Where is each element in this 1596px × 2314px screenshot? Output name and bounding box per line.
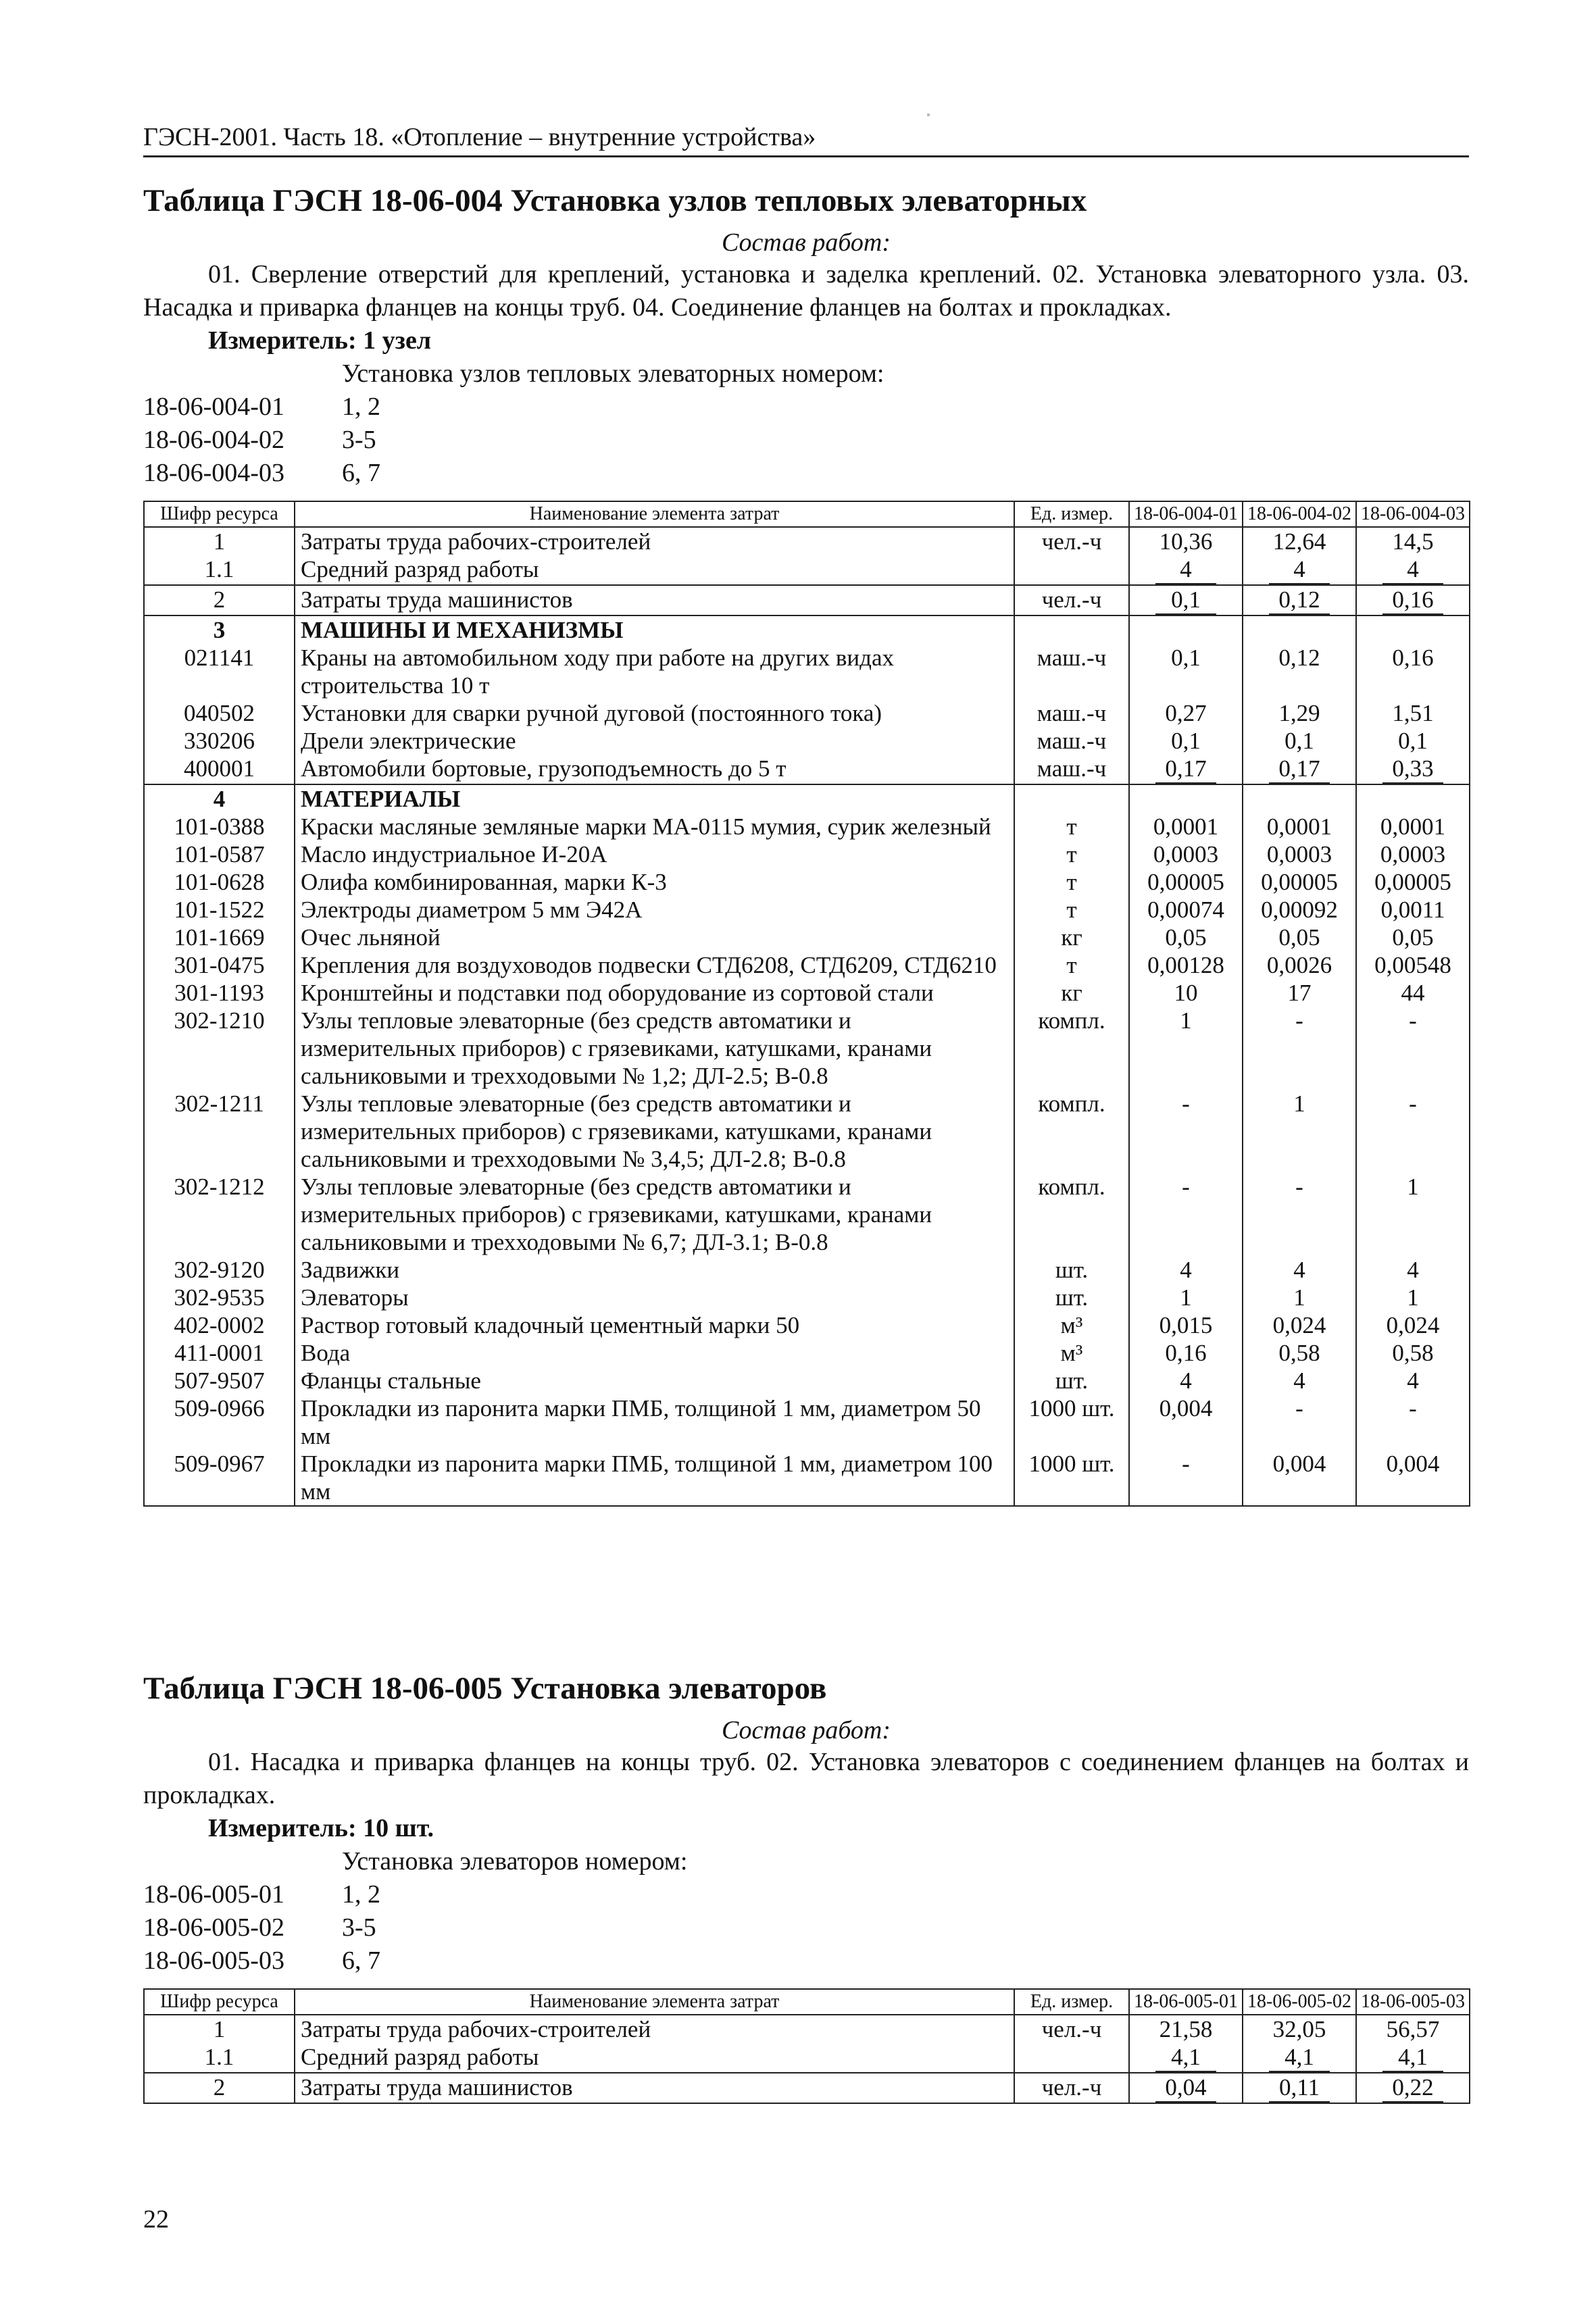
value-v3 — [1356, 2043, 1470, 2073]
resource-unit: т — [1014, 840, 1129, 868]
table1-title: Таблица ГЭСН 18-06-004 Установка узлов тепловых элеваторных — [143, 183, 1087, 218]
value-v3: 0,58 — [1356, 1339, 1470, 1367]
resource-unit: маш.-ч — [1014, 699, 1129, 727]
variant-value: 6, 7 — [342, 459, 380, 487]
resource-unit: т — [1014, 868, 1129, 896]
resource-code: 2 — [144, 2073, 295, 2103]
value-v2: 1,29 — [1243, 699, 1356, 727]
underlined-value: 4 — [1382, 555, 1443, 584]
value-v2: 0,12 — [1243, 644, 1356, 699]
variant-code: 18-06-005-02 — [143, 1913, 284, 1942]
variant-row — [143, 391, 1469, 424]
value-v3: 0,004 — [1356, 1450, 1470, 1506]
table-row — [144, 1367, 1470, 1394]
table-row — [144, 699, 1470, 727]
resource-code: 302-1210 — [144, 1007, 295, 1090]
resource-code: 301-0475 — [144, 951, 295, 979]
underlined-value: 0,33 — [1382, 755, 1443, 784]
scan-speck — [927, 114, 930, 116]
value-v1 — [1129, 615, 1243, 644]
col-header-v3: 18-06-005-03 — [1356, 1989, 1470, 2015]
resource-unit: кг — [1014, 979, 1129, 1007]
table2-measure — [143, 1812, 1469, 1845]
value-v2: 4 — [1243, 1367, 1356, 1394]
resource-name: Масло индустриальное И-20А — [295, 840, 1014, 868]
table-row — [144, 585, 1470, 615]
value-v1: 0,004 — [1129, 1394, 1243, 1450]
value-v1 — [1129, 755, 1243, 784]
value-v1: 1 — [1129, 1284, 1243, 1311]
col-header-unit: Ед. измер. — [1014, 501, 1129, 527]
resource-name: Олифа комбинированная, марки К-3 — [295, 868, 1014, 896]
col-header-v1: 18-06-004-01 — [1129, 501, 1243, 527]
resource-unit: шт. — [1014, 1284, 1129, 1311]
resource-name: Средний разряд работы — [295, 555, 1014, 585]
table-row — [144, 1284, 1470, 1311]
value-v3: 44 — [1356, 979, 1470, 1007]
resource-unit: маш.-ч — [1014, 755, 1129, 784]
resource-code: 302-9120 — [144, 1256, 295, 1284]
value-v2: 0,1 — [1243, 727, 1356, 755]
value-v2: 0,00092 — [1243, 896, 1356, 924]
table1-header-row — [144, 501, 1470, 527]
underlined-value: 0,17 — [1155, 755, 1216, 784]
running-head: ГЭСН-2001. Часть 18. «Отопление – внутренние устройства» — [143, 122, 1469, 157]
value-v1: 1 — [1129, 1007, 1243, 1090]
resource-name: Затраты труда рабочих-строителей — [295, 2015, 1014, 2043]
resource-code: 021141 — [144, 644, 295, 699]
value-v2: 17 — [1243, 979, 1356, 1007]
value-v3 — [1356, 2073, 1470, 2103]
value-v3 — [1356, 784, 1470, 813]
value-v1: 0,015 — [1129, 1311, 1243, 1339]
table-row — [144, 555, 1470, 585]
resource-code: 101-1669 — [144, 924, 295, 951]
resource-unit: т — [1014, 813, 1129, 840]
resource-name: Очес льняной — [295, 924, 1014, 951]
value-v1: 0,0003 — [1129, 840, 1243, 868]
value-v3 — [1356, 555, 1470, 585]
value-v3: 0,16 — [1356, 644, 1470, 699]
table-row — [144, 615, 1470, 644]
value-v1: 0,00005 — [1129, 868, 1243, 896]
variant-row — [143, 457, 1469, 490]
value-v1: 21,58 — [1129, 2015, 1243, 2043]
resource-code: 040502 — [144, 699, 295, 727]
resource-unit: чел.-ч — [1014, 527, 1129, 555]
table-row — [144, 727, 1470, 755]
table-row — [144, 755, 1470, 784]
resource-name: Узлы тепловые элеваторные (без средств автоматики и измерительных приборов) с грязевиками, катушками, кранами сальниковыми и трехходовыми № 1,2; ДЛ-2.5; В-0.8 — [295, 1007, 1014, 1090]
value-v2 — [1243, 755, 1356, 784]
variant-value: 6, 7 — [342, 1946, 380, 1975]
value-v2: 0,00005 — [1243, 868, 1356, 896]
resource-code: 411-0001 — [144, 1339, 295, 1367]
variant-row — [143, 1944, 1469, 1978]
value-v3: 0,0003 — [1356, 840, 1470, 868]
value-v3: 14,5 — [1356, 527, 1470, 555]
table-row — [144, 979, 1470, 1007]
resource-unit: 1000 шт. — [1014, 1394, 1129, 1450]
table2-variant-list — [143, 1878, 1469, 1978]
value-v1: - — [1129, 1450, 1243, 1506]
resource-code: 1.1 — [144, 555, 295, 585]
value-v2 — [1243, 2043, 1356, 2073]
value-v1: 10,36 — [1129, 527, 1243, 555]
resource-code: 2 — [144, 585, 295, 615]
resource-name: Краски масляные земляные марки МА-0115 мумия, сурик железный — [295, 813, 1014, 840]
resource-code: 302-1212 — [144, 1173, 295, 1256]
value-v1: 0,1 — [1129, 644, 1243, 699]
resource-code: 509-0967 — [144, 1450, 295, 1506]
variant-value: 1, 2 — [342, 1880, 380, 1909]
value-v1: - — [1129, 1173, 1243, 1256]
underlined-value: 0,1 — [1155, 586, 1216, 615]
resource-name: Вода — [295, 1339, 1014, 1367]
underlined-value: 0,04 — [1155, 2073, 1216, 2103]
variant-value: 3-5 — [342, 1913, 376, 1942]
value-v3: 1 — [1356, 1284, 1470, 1311]
value-v3 — [1356, 615, 1470, 644]
table1-sostav-label: Состав работ: — [721, 228, 891, 257]
resource-name: МАТЕРИАЛЫ — [295, 784, 1014, 813]
resource-unit: чел.-ч — [1014, 585, 1129, 615]
value-v1 — [1129, 2073, 1243, 2103]
value-v2: 0,0001 — [1243, 813, 1356, 840]
resource-code: 301-1193 — [144, 979, 295, 1007]
underlined-value: 0,11 — [1269, 2073, 1330, 2103]
table-row — [144, 644, 1470, 699]
resource-name: Узлы тепловые элеваторные (без средств автоматики и измерительных приборов) с грязевиками, катушками, кранами сальниковыми и трехходовыми № 6,7; ДЛ-3.1; В-0.8 — [295, 1173, 1014, 1256]
variant-code: 18-06-004-03 — [143, 459, 284, 487]
resource-unit — [1014, 784, 1129, 813]
value-v3: - — [1356, 1090, 1470, 1173]
value-v1: 0,27 — [1129, 699, 1243, 727]
col-header-name: Наименование элемента затрат — [295, 1989, 1014, 2015]
table-row — [144, 1256, 1470, 1284]
col-header-code: Шифр ресурса — [144, 1989, 295, 2015]
resource-code: 1 — [144, 527, 295, 555]
table1-work-text: 01. Сверление отверстий для креплений, установка и заделка креплений. 02. Установка элеваторного узла. 03. Насадка и приварка фланцев на концы труб. 04. Соединение фланцев на болтах и прокладках. — [143, 260, 1469, 322]
table2-resources — [143, 1988, 1470, 2104]
resource-unit: чел.-ч — [1014, 2073, 1129, 2103]
resource-unit: шт. — [1014, 1256, 1129, 1284]
resource-name: Средний разряд работы — [295, 2043, 1014, 2073]
resource-name: Узлы тепловые элеваторные (без средств автоматики и измерительных приборов) с грязевиками, катушками, кранами сальниковыми и трехходовыми № 3,4,5; ДЛ-2.8; В-0.8 — [295, 1090, 1014, 1173]
table2-work-text: 01. Насадка и приварка фланцев на концы труб. 02. Установка элеваторов с соединением фланцев на болтах и прокладках. — [143, 1748, 1469, 1809]
resource-name: МАШИНЫ И МЕХАНИЗМЫ — [295, 615, 1014, 644]
resource-code: 3 — [144, 615, 295, 644]
value-v3: 0,1 — [1356, 727, 1470, 755]
value-v2: 1 — [1243, 1090, 1356, 1173]
value-v2: 1 — [1243, 1284, 1356, 1311]
underlined-value: 4,1 — [1382, 2043, 1443, 2072]
resource-code: 101-0628 — [144, 868, 295, 896]
table2-header-row — [144, 1989, 1470, 2015]
table-row — [144, 527, 1470, 555]
resource-name: Дрели электрические — [295, 727, 1014, 755]
value-v2 — [1243, 555, 1356, 585]
resource-unit: кг — [1014, 924, 1129, 951]
resource-code: 101-0388 — [144, 813, 295, 840]
value-v2 — [1243, 615, 1356, 644]
value-v3: 1 — [1356, 1173, 1470, 1256]
value-v3: - — [1356, 1007, 1470, 1090]
resource-unit: компл. — [1014, 1090, 1129, 1173]
value-v2: 4 — [1243, 1256, 1356, 1284]
col-header-v2: 18-06-004-02 — [1243, 501, 1356, 527]
table-row — [144, 1173, 1470, 1256]
resource-unit: шт. — [1014, 1367, 1129, 1394]
value-v3 — [1356, 585, 1470, 615]
variant-code: 18-06-005-01 — [143, 1880, 284, 1909]
resource-code: 1 — [144, 2015, 295, 2043]
table-row — [144, 1450, 1470, 1506]
value-v1: 4 — [1129, 1256, 1243, 1284]
resource-code: 302-1211 — [144, 1090, 295, 1173]
col-header-v3: 18-06-004-03 — [1356, 501, 1470, 527]
resource-name: Раствор готовый кладочный цементный марки 50 — [295, 1311, 1014, 1339]
table-row — [144, 1394, 1470, 1450]
value-v1: - — [1129, 1090, 1243, 1173]
value-v1 — [1129, 2043, 1243, 2073]
resource-name: Затраты труда машинистов — [295, 585, 1014, 615]
underlined-value: 4 — [1269, 555, 1330, 584]
col-header-v1: 18-06-005-01 — [1129, 1989, 1243, 2015]
underlined-value: 4,1 — [1155, 2043, 1216, 2072]
resource-unit: компл. — [1014, 1173, 1129, 1256]
variant-code: 18-06-004-01 — [143, 393, 284, 421]
table2-sostav-label: Состав работ: — [721, 1716, 891, 1744]
value-v1: 0,1 — [1129, 727, 1243, 755]
resource-name: Затраты труда рабочих-строителей — [295, 527, 1014, 555]
value-v2 — [1243, 784, 1356, 813]
value-v2: - — [1243, 1394, 1356, 1450]
value-v1: 10 — [1129, 979, 1243, 1007]
value-v2: 0,0003 — [1243, 840, 1356, 868]
table-row — [144, 813, 1470, 840]
variant-value: 1, 2 — [342, 393, 380, 421]
resource-unit: маш.-ч — [1014, 727, 1129, 755]
table-row — [144, 868, 1470, 896]
table-row — [144, 924, 1470, 951]
variant-row — [143, 1911, 1469, 1944]
resource-name: Кронштейны и подставки под оборудование из сортовой стали — [295, 979, 1014, 1007]
table2-measure-text: Измеритель: 10 шт. — [208, 1814, 434, 1842]
variant-code: 18-06-005-03 — [143, 1946, 284, 1975]
value-v3: 0,05 — [1356, 924, 1470, 951]
col-header-unit: Ед. измер. — [1014, 1989, 1129, 2015]
resource-code: 101-0587 — [144, 840, 295, 868]
resource-code: 302-9535 — [144, 1284, 295, 1311]
value-v2: 0,05 — [1243, 924, 1356, 951]
underlined-value: 0,16 — [1382, 586, 1443, 615]
table-row — [144, 2015, 1470, 2043]
table-row — [144, 1311, 1470, 1339]
value-v2: 12,64 — [1243, 527, 1356, 555]
underlined-value: 0,12 — [1269, 586, 1330, 615]
resource-unit: т — [1014, 896, 1129, 924]
value-v1: 0,00074 — [1129, 896, 1243, 924]
value-v2: 0,024 — [1243, 1311, 1356, 1339]
value-v3: 0,00005 — [1356, 868, 1470, 896]
variant-row — [143, 1878, 1469, 1911]
resource-code: 507-9507 — [144, 1367, 295, 1394]
table1-measure-text: Измеритель: 1 узел — [208, 326, 432, 355]
value-v3 — [1356, 755, 1470, 784]
resource-unit: м³ — [1014, 1311, 1129, 1339]
table1-variant-list — [143, 391, 1469, 490]
table-row — [144, 896, 1470, 924]
table-row — [144, 784, 1470, 813]
resource-unit: маш.-ч — [1014, 644, 1129, 699]
value-v2: 0,004 — [1243, 1450, 1356, 1506]
underlined-value: 0,17 — [1269, 755, 1330, 784]
value-v2: - — [1243, 1007, 1356, 1090]
table1-resources — [143, 501, 1470, 1507]
value-v2 — [1243, 585, 1356, 615]
col-header-code: Шифр ресурса — [144, 501, 295, 527]
resource-unit: чел.-ч — [1014, 2015, 1129, 2043]
value-v3: - — [1356, 1394, 1470, 1450]
resource-unit — [1014, 2043, 1129, 2073]
table1-measure — [143, 324, 1469, 357]
page-number: 22 — [143, 2205, 169, 2234]
table-row — [144, 1339, 1470, 1367]
resource-name: Краны на автомобильном ходу при работе на других видах строительства 10 т — [295, 644, 1014, 699]
resource-unit: м³ — [1014, 1339, 1129, 1367]
value-v1 — [1129, 555, 1243, 585]
value-v1 — [1129, 784, 1243, 813]
resource-unit: компл. — [1014, 1007, 1129, 1090]
value-v2: 0,58 — [1243, 1339, 1356, 1367]
variant-code: 18-06-004-02 — [143, 426, 284, 454]
table-row — [144, 2073, 1470, 2103]
value-v1: 0,00128 — [1129, 951, 1243, 979]
variant-row — [143, 424, 1469, 457]
resource-name: Элеваторы — [295, 1284, 1014, 1311]
resource-unit: 1000 шт. — [1014, 1450, 1129, 1506]
value-v3: 0,00548 — [1356, 951, 1470, 979]
table-row — [144, 951, 1470, 979]
resource-code: 400001 — [144, 755, 295, 784]
resource-code: 1.1 — [144, 2043, 295, 2073]
value-v3: 56,57 — [1356, 2015, 1470, 2043]
value-v2: 32,05 — [1243, 2015, 1356, 2043]
value-v1: 0,16 — [1129, 1339, 1243, 1367]
table2-variant-intro: Установка элеваторов номером: — [342, 1847, 688, 1876]
resource-name: Крепления для воздуховодов подвески СТД6208, СТД6209, СТД6210 — [295, 951, 1014, 979]
resource-name: Электроды диаметром 5 мм Э42А — [295, 896, 1014, 924]
table-row — [144, 1007, 1470, 1090]
table2-title: Таблица ГЭСН 18-06-005 Установка элеваторов — [143, 1671, 827, 1706]
resource-unit — [1014, 615, 1129, 644]
table1-variant-intro: Установка узлов тепловых элеваторных номером: — [342, 359, 884, 388]
underlined-value: 0,22 — [1382, 2073, 1443, 2103]
resource-code: 330206 — [144, 727, 295, 755]
col-header-v2: 18-06-005-02 — [1243, 1989, 1356, 2015]
resource-code: 402-0002 — [144, 1311, 295, 1339]
underlined-value: 4 — [1155, 555, 1216, 584]
value-v2: 0,0026 — [1243, 951, 1356, 979]
resource-code: 509-0966 — [144, 1394, 295, 1450]
value-v2 — [1243, 2073, 1356, 2103]
resource-code: 101-1522 — [144, 896, 295, 924]
resource-name: Установки для сварки ручной дуговой (постоянного тока) — [295, 699, 1014, 727]
table-row — [144, 840, 1470, 868]
value-v1: 4 — [1129, 1367, 1243, 1394]
table1-block — [143, 181, 1469, 1507]
value-v3: 0,0011 — [1356, 896, 1470, 924]
variant-value: 3-5 — [342, 426, 376, 454]
resource-name: Автомобили бортовые, грузоподъемность до 5 т — [295, 755, 1014, 784]
col-header-name: Наименование элемента затрат — [295, 501, 1014, 527]
resource-name: Прокладки из паронита марки ПМБ, толщиной 1 мм, диаметром 50 мм — [295, 1394, 1014, 1450]
value-v1: 0,05 — [1129, 924, 1243, 951]
value-v3: 1,51 — [1356, 699, 1470, 727]
value-v3: 4 — [1356, 1367, 1470, 1394]
value-v3: 4 — [1356, 1256, 1470, 1284]
table-row — [144, 2043, 1470, 2073]
value-v1 — [1129, 585, 1243, 615]
table2-block — [143, 1669, 1469, 2104]
table-row — [144, 1090, 1470, 1173]
underlined-value: 4,1 — [1269, 2043, 1330, 2072]
value-v3: 0,0001 — [1356, 813, 1470, 840]
value-v1: 0,0001 — [1129, 813, 1243, 840]
value-v3: 0,024 — [1356, 1311, 1470, 1339]
resource-code: 4 — [144, 784, 295, 813]
resource-unit — [1014, 555, 1129, 585]
resource-name: Фланцы стальные — [295, 1367, 1014, 1394]
resource-name: Задвижки — [295, 1256, 1014, 1284]
value-v2: - — [1243, 1173, 1356, 1256]
resource-unit: т — [1014, 951, 1129, 979]
resource-name: Прокладки из паронита марки ПМБ, толщиной 1 мм, диаметром 100 мм — [295, 1450, 1014, 1506]
resource-name: Затраты труда машинистов — [295, 2073, 1014, 2103]
